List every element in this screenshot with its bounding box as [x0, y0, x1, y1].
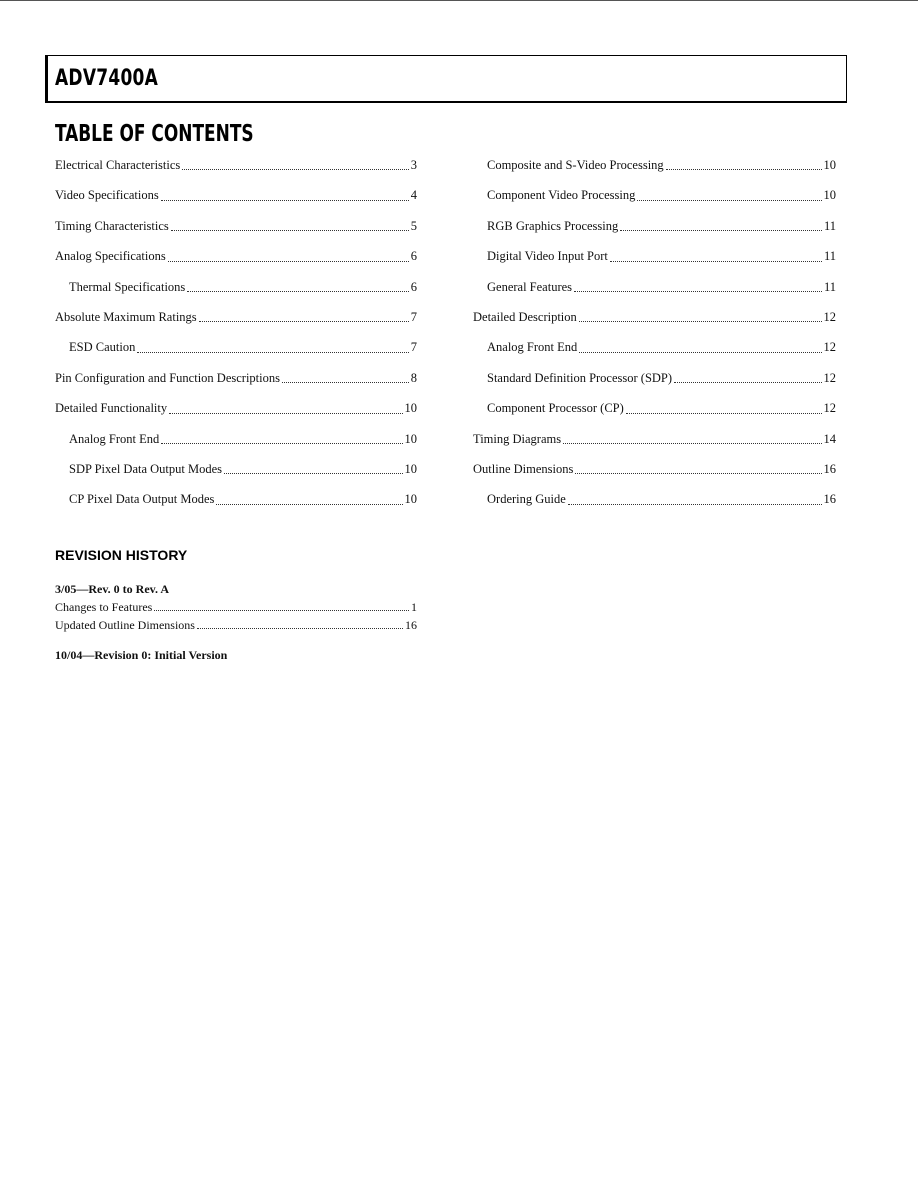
- toc-entry-page: 14: [823, 431, 836, 446]
- leader-dots: [168, 260, 409, 262]
- toc-entry[interactable]: [55, 454, 417, 484]
- toc-entry[interactable]: [473, 211, 836, 241]
- toc-entry-title: General Features: [487, 279, 573, 294]
- toc-entry-page: 16: [823, 461, 836, 476]
- toc-entry-page: 11: [823, 279, 836, 294]
- leader-dots: [674, 381, 821, 383]
- toc-entry-page: 16: [823, 492, 836, 507]
- toc-entry-page: 12: [823, 309, 836, 324]
- leader-dots: [563, 442, 821, 444]
- toc-entry[interactable]: [473, 363, 836, 393]
- toc-entry-title: Outline Dimensions: [473, 461, 574, 476]
- leader-dots: [637, 199, 821, 201]
- toc-entry-title: Component Video Processing: [487, 188, 636, 203]
- toc-entry-title: Ordering Guide: [487, 492, 566, 507]
- toc-entry-page: 10: [404, 431, 417, 446]
- toc-entry[interactable]: [55, 272, 417, 302]
- toc-entry-title: Analog Front End: [69, 431, 160, 446]
- toc-entry-page: 3: [410, 158, 417, 172]
- revision-history-heading: REVISION HISTORY: [55, 547, 188, 563]
- toc-entry[interactable]: [55, 150, 417, 180]
- toc-entry-title: Timing Diagrams: [473, 431, 562, 446]
- leader-dots: [161, 442, 402, 444]
- revision-initial-label: 10/04—Revision 0: Initial Version: [55, 648, 228, 662]
- toc-entry-title: CP Pixel Data Output Modes: [69, 492, 215, 507]
- toc-entry-title: Analog Specifications: [55, 249, 166, 264]
- page-top-rule: [0, 0, 918, 1]
- toc-entry[interactable]: [473, 424, 836, 454]
- toc-entry-title: ESD Caution: [69, 340, 136, 355]
- toc-entry-title: Component Processor (CP): [487, 401, 624, 416]
- leader-dots: [579, 351, 821, 353]
- revision-rev-a-block: [55, 580, 417, 634]
- leader-dots: [620, 229, 822, 231]
- toc-entry-page: 12: [823, 340, 836, 355]
- toc-entry-page: 5: [410, 218, 417, 233]
- leader-dots: [187, 290, 408, 292]
- toc-right-column: [473, 150, 836, 515]
- toc-entry[interactable]: [55, 241, 417, 271]
- toc-entry-title: Digital Video Input Port: [487, 249, 608, 264]
- toc-entry-title: Detailed Functionality: [55, 401, 168, 416]
- leader-dots: [161, 199, 409, 201]
- toc-entry-title: Analog Front End: [487, 340, 578, 355]
- toc-entry[interactable]: [473, 393, 836, 423]
- toc-entry-page: 7: [410, 309, 417, 324]
- revision-change-page: 16: [405, 618, 417, 632]
- revision-label: 3/05—Rev. 0 to Rev. A: [55, 582, 169, 596]
- leader-dots: [197, 627, 403, 629]
- toc-entry[interactable]: [55, 332, 417, 362]
- revision-change-title: Updated Outline Dimensions: [55, 618, 195, 632]
- toc-entry-page: 12: [823, 401, 836, 416]
- leader-dots: [171, 229, 409, 231]
- toc-entry[interactable]: [55, 180, 417, 210]
- revision-change-title: Changes to Features: [55, 600, 153, 614]
- toc-entry[interactable]: [55, 211, 417, 241]
- toc-entry-page: 7: [410, 340, 417, 355]
- leader-dots: [182, 168, 408, 170]
- toc-entry[interactable]: [55, 363, 417, 393]
- leader-dots: [574, 290, 822, 292]
- header-box: [45, 55, 847, 103]
- revision-change-line: [55, 598, 417, 616]
- toc-entry-page: 10: [823, 188, 836, 203]
- toc-entry-title: Pin Configuration and Function Descriptions: [55, 370, 280, 385]
- toc-entry-title: Absolute Maximum Ratings: [55, 309, 197, 324]
- toc-entry[interactable]: [55, 393, 417, 423]
- toc-entry-title: Electrical Characteristics: [55, 158, 181, 172]
- toc-entry[interactable]: [473, 454, 836, 484]
- header-left-bar: [45, 55, 48, 103]
- toc-left-column: [55, 150, 417, 515]
- toc-entry[interactable]: [55, 424, 417, 454]
- toc-entry[interactable]: [55, 302, 417, 332]
- toc-entry[interactable]: [473, 484, 836, 514]
- leader-dots: [154, 609, 409, 611]
- toc-entry-page: 8: [410, 370, 417, 385]
- leader-dots: [579, 320, 822, 322]
- toc-entry-title: Thermal Specifications: [69, 279, 186, 294]
- leader-dots: [610, 260, 822, 262]
- toc-entry[interactable]: [473, 150, 836, 180]
- toc-entry-page: 11: [823, 218, 836, 233]
- toc-title: TABLE OF CONTENTS: [55, 121, 254, 147]
- toc-entry-title: Video Specifications: [55, 188, 159, 203]
- toc-entry-page: 12: [823, 370, 836, 385]
- leader-dots: [282, 381, 409, 383]
- leader-dots: [568, 503, 822, 505]
- toc-entry-page: 11: [823, 249, 836, 264]
- toc-entry-title: Standard Definition Processor (SDP): [487, 370, 673, 385]
- toc-entry-title: Composite and S-Video Processing: [487, 158, 664, 172]
- toc-entry-page: 10: [823, 158, 836, 172]
- toc-entry[interactable]: [473, 302, 836, 332]
- toc-entry-title: SDP Pixel Data Output Modes: [69, 461, 223, 476]
- toc-entry-page: 6: [410, 249, 417, 264]
- toc-entry-page: 10: [404, 401, 417, 416]
- toc-entry-title: RGB Graphics Processing: [487, 218, 619, 233]
- leader-dots: [216, 503, 402, 505]
- toc-entry[interactable]: [473, 272, 836, 302]
- revision-change-page: 1: [411, 600, 417, 614]
- toc-entry[interactable]: [473, 241, 836, 271]
- toc-entry[interactable]: [473, 332, 836, 362]
- leader-dots: [169, 412, 402, 414]
- toc-entry[interactable]: [55, 484, 417, 514]
- toc-entry-page: 6: [410, 279, 417, 294]
- toc-entry-title: Timing Characteristics: [55, 218, 169, 233]
- leader-dots: [626, 412, 822, 414]
- revision-change-line: [55, 616, 417, 634]
- toc-entry-page: 4: [410, 188, 417, 203]
- toc-entry-page: 10: [404, 461, 417, 476]
- leader-dots: [137, 351, 408, 353]
- leader-dots: [224, 472, 402, 474]
- leader-dots: [199, 320, 409, 322]
- leader-dots: [575, 472, 821, 474]
- toc-entry[interactable]: [473, 180, 836, 210]
- part-number: ADV7400A: [55, 66, 159, 91]
- toc-entry-title: Detailed Description: [473, 309, 577, 324]
- toc-entry-page: 10: [404, 492, 417, 507]
- leader-dots: [666, 168, 822, 170]
